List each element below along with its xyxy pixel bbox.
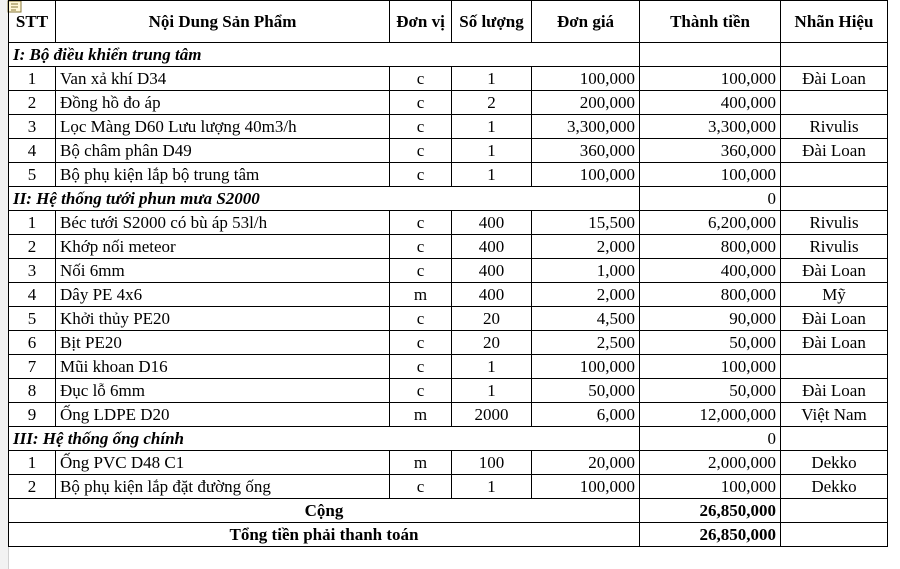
cell-product[interactable]: Béc tưới S2000 có bù áp 53l/h <box>56 211 390 235</box>
cell-amount[interactable]: 100,000 <box>640 67 781 91</box>
cell-brand[interactable]: Việt Nam <box>781 403 888 427</box>
table-row <box>9 355 888 379</box>
cell-stt[interactable]: 2 <box>9 475 56 499</box>
cell-product[interactable]: Bộ phụ kiện lắp đặt đường ống <box>56 475 390 499</box>
cell-product[interactable]: Đục lỗ 6mm <box>56 379 390 403</box>
table-row <box>9 211 888 235</box>
cell-amount[interactable]: 12,000,000 <box>640 403 781 427</box>
cell-stt[interactable]: 3 <box>9 115 56 139</box>
cell-stt[interactable]: 9 <box>9 403 56 427</box>
cell-unit[interactable]: m <box>390 451 452 475</box>
table-row <box>9 331 888 355</box>
cell-stt[interactable]: 4 <box>9 283 56 307</box>
cell-quantity[interactable]: 2000 <box>452 403 532 427</box>
cell-unit-price[interactable]: 200,000 <box>532 91 640 115</box>
cell-quantity[interactable]: 1 <box>452 163 532 187</box>
cell-quantity[interactable]: 400 <box>452 259 532 283</box>
cell-quantity[interactable]: 1 <box>452 139 532 163</box>
cell-amount[interactable]: 800,000 <box>640 235 781 259</box>
cell-amount[interactable]: 360,000 <box>640 139 781 163</box>
cell-unit[interactable]: c <box>390 139 452 163</box>
sum-value[interactable]: 26,850,000 <box>640 499 781 523</box>
cell-unit-price[interactable]: 20,000 <box>532 451 640 475</box>
section-title[interactable]: II: Hệ thống tưới phun mưa S2000 <box>9 187 640 211</box>
cell-unit[interactable]: c <box>390 163 452 187</box>
cell-amount[interactable]: 400,000 <box>640 259 781 283</box>
cell-brand[interactable]: Mỹ <box>781 283 888 307</box>
cell-stt[interactable]: 5 <box>9 163 56 187</box>
quotation-table <box>8 0 888 547</box>
cell-product[interactable]: Van xả khí D34 <box>56 67 390 91</box>
cell-unit[interactable]: c <box>390 379 452 403</box>
section-row <box>9 427 888 451</box>
cell-unit-price[interactable]: 50,000 <box>532 379 640 403</box>
cell-brand[interactable]: Rivulis <box>781 115 888 139</box>
cell-brand[interactable] <box>781 91 888 115</box>
cell-stt[interactable]: 2 <box>9 91 56 115</box>
section-title[interactable]: I: Bộ điều khiển trung tâm <box>9 43 640 67</box>
header-amount[interactable]: Thành tiền <box>640 1 781 43</box>
cell-unit-price[interactable]: 15,500 <box>532 211 640 235</box>
cell-amount[interactable]: 3,300,000 <box>640 115 781 139</box>
cell-quantity[interactable]: 20 <box>452 307 532 331</box>
cell-brand[interactable]: Rivulis <box>781 211 888 235</box>
cell-quantity[interactable]: 400 <box>452 283 532 307</box>
table-row <box>9 163 888 187</box>
table-row <box>9 451 888 475</box>
cell-stt[interactable]: 5 <box>9 307 56 331</box>
payment-brand-cell[interactable] <box>781 523 888 547</box>
table-row <box>9 475 888 499</box>
table-row <box>9 403 888 427</box>
cell-quantity[interactable]: 1 <box>452 115 532 139</box>
section-brand-cell[interactable] <box>781 187 888 211</box>
section-row <box>9 187 888 211</box>
cell-brand[interactable]: Rivulis <box>781 235 888 259</box>
cell-unit[interactable]: c <box>390 307 452 331</box>
table-row <box>9 235 888 259</box>
cell-quantity[interactable]: 1 <box>452 67 532 91</box>
cell-brand[interactable]: Đài Loan <box>781 139 888 163</box>
cell-quantity[interactable]: 1 <box>452 355 532 379</box>
cell-stt[interactable]: 3 <box>9 259 56 283</box>
cell-unit[interactable]: c <box>390 355 452 379</box>
cell-product[interactable]: Ống PVC D48 C1 <box>56 451 390 475</box>
sum-row <box>9 499 888 523</box>
payment-value[interactable]: 26,850,000 <box>640 523 781 547</box>
cell-unit-price[interactable]: 3,300,000 <box>532 115 640 139</box>
cell-product[interactable]: Lọc Màng D60 Lưu lượng 40m3/h <box>56 115 390 139</box>
section-row <box>9 43 888 67</box>
cell-quantity[interactable]: 20 <box>452 331 532 355</box>
cell-unit-price[interactable]: 2,000 <box>532 283 640 307</box>
sum-label[interactable]: Cộng <box>9 499 640 523</box>
cell-product[interactable]: Đồng hồ đo áp <box>56 91 390 115</box>
header-unit-price[interactable]: Đơn giá <box>532 1 640 43</box>
cell-quantity[interactable]: 400 <box>452 235 532 259</box>
cell-amount[interactable]: 50,000 <box>640 331 781 355</box>
cell-unit[interactable]: c <box>390 235 452 259</box>
payment-row <box>9 523 888 547</box>
cell-unit-price[interactable]: 4,500 <box>532 307 640 331</box>
cell-brand[interactable]: Dekko <box>781 475 888 499</box>
cell-amount[interactable]: 100,000 <box>640 475 781 499</box>
cell-product[interactable]: Khớp nối meteor <box>56 235 390 259</box>
cell-stt[interactable]: 4 <box>9 139 56 163</box>
cell-brand[interactable]: Dekko <box>781 451 888 475</box>
cell-stt[interactable]: 1 <box>9 67 56 91</box>
cell-unit[interactable]: m <box>390 403 452 427</box>
table-row <box>9 259 888 283</box>
cell-stt[interactable]: 8 <box>9 379 56 403</box>
section-subtotal[interactable]: 0 <box>640 427 781 451</box>
cell-quantity[interactable]: 2 <box>452 91 532 115</box>
table-row <box>9 115 888 139</box>
section-subtotal[interactable] <box>640 43 781 67</box>
cell-amount[interactable]: 100,000 <box>640 163 781 187</box>
header-unit[interactable]: Đơn vị <box>390 1 452 43</box>
cell-unit-price[interactable]: 100,000 <box>532 163 640 187</box>
cell-stt[interactable]: 7 <box>9 355 56 379</box>
cell-unit[interactable]: c <box>390 211 452 235</box>
sum-brand-cell[interactable] <box>781 499 888 523</box>
cell-product[interactable]: Dây PE 4x6 <box>56 283 390 307</box>
cell-product[interactable]: Nối 6mm <box>56 259 390 283</box>
table-row <box>9 283 888 307</box>
spreadsheet-area <box>8 0 900 569</box>
cell-unit[interactable]: c <box>390 115 452 139</box>
table-row <box>9 139 888 163</box>
section-title[interactable]: III: Hệ thống ống chính <box>9 427 640 451</box>
cell-brand[interactable] <box>781 163 888 187</box>
payment-label[interactable]: Tổng tiền phải thanh toán <box>9 523 640 547</box>
header-product[interactable]: Nội Dung Sản Phẩm <box>56 1 390 43</box>
cell-amount[interactable]: 50,000 <box>640 379 781 403</box>
cell-amount[interactable]: 90,000 <box>640 307 781 331</box>
cell-amount[interactable]: 100,000 <box>640 355 781 379</box>
header-stt[interactable]: STT <box>9 1 56 43</box>
header-brand[interactable]: Nhãn Hiệu <box>781 1 888 43</box>
cell-quantity[interactable]: 400 <box>452 211 532 235</box>
cell-product[interactable]: Khởi thủy PE20 <box>56 307 390 331</box>
cell-product[interactable]: Bộ phụ kiện lắp bộ trung tâm <box>56 163 390 187</box>
cell-unit[interactable]: c <box>390 331 452 355</box>
cell-unit-price[interactable]: 2,500 <box>532 331 640 355</box>
cell-unit-price[interactable]: 100,000 <box>532 67 640 91</box>
cell-stt[interactable]: 1 <box>9 211 56 235</box>
cell-amount[interactable]: 6,200,000 <box>640 211 781 235</box>
cell-unit[interactable]: c <box>390 67 452 91</box>
cell-unit[interactable]: m <box>390 283 452 307</box>
cell-brand[interactable] <box>781 355 888 379</box>
cell-amount[interactable]: 800,000 <box>640 283 781 307</box>
cell-amount[interactable]: 2,000,000 <box>640 451 781 475</box>
cell-stt[interactable]: 6 <box>9 331 56 355</box>
header-quantity[interactable]: Số lượng <box>452 1 532 43</box>
cell-quantity[interactable]: 100 <box>452 451 532 475</box>
header-row <box>9 1 888 43</box>
cell-product[interactable]: Ống LDPE D20 <box>56 403 390 427</box>
cell-unit[interactable]: c <box>390 259 452 283</box>
table-row <box>9 307 888 331</box>
table-row <box>9 91 888 115</box>
cell-brand[interactable]: Đài Loan <box>781 379 888 403</box>
cell-product[interactable]: Bộ châm phân D49 <box>56 139 390 163</box>
cell-brand[interactable]: Đài Loan <box>781 259 888 283</box>
cell-quantity[interactable]: 1 <box>452 379 532 403</box>
cell-brand[interactable]: Đài Loan <box>781 67 888 91</box>
cell-product[interactable]: Bịt PE20 <box>56 331 390 355</box>
cell-unit-price[interactable]: 2,000 <box>532 235 640 259</box>
cell-unit[interactable]: c <box>390 91 452 115</box>
cell-unit-price[interactable]: 360,000 <box>532 139 640 163</box>
cell-brand[interactable]: Đài Loan <box>781 307 888 331</box>
section-brand-cell[interactable] <box>781 43 888 67</box>
table-row <box>9 67 888 91</box>
cell-unit[interactable]: c <box>390 475 452 499</box>
cell-unit-price[interactable]: 100,000 <box>532 475 640 499</box>
cell-stt[interactable]: 2 <box>9 235 56 259</box>
table-row <box>9 379 888 403</box>
cell-unit-price[interactable]: 100,000 <box>532 355 640 379</box>
cell-brand[interactable]: Đài Loan <box>781 331 888 355</box>
section-subtotal[interactable]: 0 <box>640 187 781 211</box>
cell-product[interactable]: Mũi khoan D16 <box>56 355 390 379</box>
cell-unit-price[interactable]: 1,000 <box>532 259 640 283</box>
cell-quantity[interactable]: 1 <box>452 475 532 499</box>
cell-stt[interactable]: 1 <box>9 451 56 475</box>
cell-unit-price[interactable]: 6,000 <box>532 403 640 427</box>
cell-amount[interactable]: 400,000 <box>640 91 781 115</box>
section-brand-cell[interactable] <box>781 427 888 451</box>
